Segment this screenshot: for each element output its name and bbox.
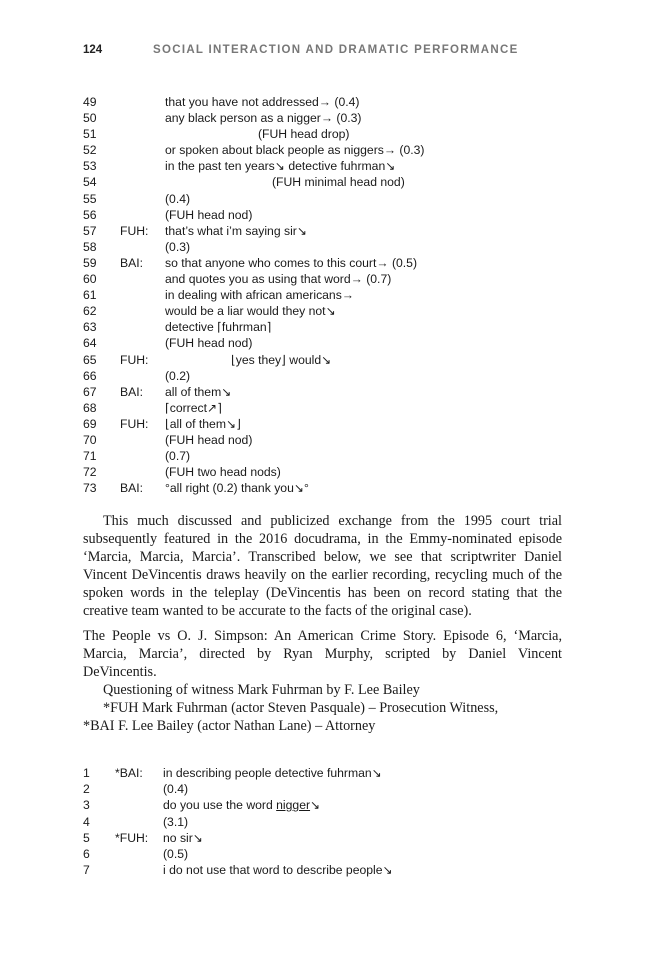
utterance-text: no sir↘	[163, 830, 204, 845]
utterance: that you have not addressed→ (0.4)	[165, 95, 360, 109]
utterance-text: (0.4)	[163, 782, 189, 797]
utterance: in dealing with african americans→	[165, 288, 354, 303]
utterance: ⌊all of them↘⌋	[165, 416, 241, 431]
line-number: 51	[83, 127, 97, 142]
utterance: (0.3)	[165, 239, 191, 254]
running-header	[83, 44, 563, 64]
utterance-intonation: ↘	[310, 798, 321, 813]
transcript-line	[83, 223, 583, 239]
utterance: (FUH head nod)	[165, 432, 253, 447]
line-number: 7	[83, 863, 90, 878]
utterance: in the past ten years↘ detective fuhrman↘	[165, 159, 396, 174]
line-number: 6	[83, 846, 90, 861]
transcript-line	[83, 368, 583, 384]
transcript-line	[83, 239, 583, 255]
utterance: (FUH minimal head nod)	[272, 175, 405, 190]
transcript-line	[83, 830, 583, 846]
line-number: 52	[83, 143, 97, 158]
speaker-label: *BAI:	[115, 766, 143, 780]
transcript-line	[83, 464, 583, 480]
source-citation: The People vs O. J. Simpson: An American Crime Story. Episode 6, ‘Marcia, Marcia, Marcia’, directed by Ryan Murphy, scripted by Daniel Vincent DeVincentis.	[83, 628, 562, 681]
transcript-line	[83, 191, 583, 207]
line-number: 50	[83, 111, 97, 126]
line-number: 66	[83, 368, 97, 383]
line-number: 68	[83, 400, 97, 415]
utterance: °all right (0.2) thank you↘°	[165, 481, 309, 496]
transcript-line	[83, 319, 583, 335]
utterance: and quotes you as using that word→ (0.7)	[165, 272, 392, 287]
line-number: 1	[83, 766, 90, 780]
cast-line-bai: *BAI F. Lee Bailey (actor Nathan Lane) – Attorney	[83, 717, 376, 734]
transcript-line	[83, 846, 583, 862]
utterance: (FUH head nod)	[165, 336, 253, 351]
transcript-line	[83, 797, 583, 813]
utterance	[163, 781, 188, 797]
line-number: 69	[83, 416, 97, 431]
line-number: 3	[83, 798, 90, 813]
line-number: 56	[83, 207, 97, 222]
speaker-label: FUH:	[120, 352, 149, 367]
transcript-line	[83, 814, 583, 830]
speaker-label: FUH:	[120, 223, 149, 238]
utterance-text: in describing people detective fuhrman↘	[163, 766, 382, 780]
utterance: any black person as a nigger→ (0.3)	[165, 111, 362, 126]
utterance: would be a liar would they not↘	[165, 304, 336, 319]
line-number: 57	[83, 223, 97, 238]
transcript-line	[83, 862, 583, 878]
transcript-line	[83, 271, 583, 287]
utterance	[163, 765, 382, 781]
transcript-line	[83, 94, 583, 110]
line-number: 64	[83, 336, 97, 351]
questioning-heading: Questioning of witness Mark Fuhrman by F. Lee Bailey	[103, 682, 420, 699]
speaker-label: FUH:	[120, 416, 149, 431]
utterance	[163, 797, 320, 813]
utterance	[163, 814, 188, 830]
running-title: SOCIAL INTERACTION AND DRAMATIC PERFORMANCE	[153, 44, 519, 56]
line-number: 2	[83, 782, 90, 797]
utterance: (0.7)	[165, 449, 191, 464]
speaker-label: BAI:	[120, 481, 144, 496]
utterance: ⌈correct↗⌉	[165, 400, 222, 415]
line-number: 63	[83, 320, 97, 335]
transcript-line	[83, 765, 583, 781]
transcript-line	[83, 303, 583, 319]
line-number: 72	[83, 465, 97, 480]
line-number: 73	[83, 481, 97, 496]
transcript-line	[83, 207, 583, 223]
transcript-line	[83, 480, 583, 496]
transcript-excerpt-trial	[83, 94, 583, 496]
line-number: 53	[83, 159, 97, 174]
line-number: 67	[83, 384, 97, 399]
transcript-line	[83, 126, 583, 142]
utterance: or spoken about black people as niggers→ (0.3)	[165, 143, 425, 158]
transcript-line	[83, 142, 583, 158]
transcript-line	[83, 255, 583, 271]
utterance-text: i do not use that word to describe people↘	[163, 863, 393, 878]
transcript-line	[83, 400, 583, 416]
transcript-line	[83, 352, 583, 368]
line-number: 55	[83, 191, 97, 206]
paragraph-docudrama: This much discussed and publicized exchange from the 1995 court trial subsequently featured in the 2016 docudrama, in the Emmy-nominated episode ‘Marcia, Marcia, Marcia’. Transcribed below, we see that scriptwriter Daniel Vincent DeVincentis draws heavily on the earlier recording, recycling much of the spoken words in the teleplay (DeVincentis has been on record stating that the creative team wanted to be accurate to the facts of the original case).	[83, 513, 562, 619]
utterance	[163, 846, 188, 862]
transcript-line	[83, 448, 583, 464]
body-text	[83, 513, 562, 736]
line-number: 71	[83, 449, 97, 464]
utterance: detective ⌈fuhrman⌉	[165, 320, 272, 335]
line-number: 62	[83, 304, 97, 319]
line-number: 4	[83, 814, 90, 829]
utterance-text: (0.5)	[163, 846, 189, 861]
utterance-text: (3.1)	[163, 814, 189, 829]
utterance: (0.2)	[165, 368, 191, 383]
transcript-line	[83, 158, 583, 174]
line-number: 60	[83, 272, 97, 287]
transcript-line	[83, 384, 583, 400]
page-number: 124	[83, 44, 103, 56]
transcript-line	[83, 781, 583, 797]
utterance: (FUH head nod)	[165, 207, 253, 222]
line-number: 58	[83, 239, 97, 254]
transcript-line	[83, 335, 583, 351]
line-number: 70	[83, 432, 97, 447]
line-number: 61	[83, 288, 97, 303]
line-number: 59	[83, 255, 97, 270]
utterance: (FUH head drop)	[258, 127, 350, 142]
transcript-line	[83, 416, 583, 432]
line-number: 49	[83, 95, 97, 109]
utterance: that’s what i’m saying sir↘	[165, 223, 308, 238]
emphasized-word: nigger	[276, 798, 311, 813]
line-number: 5	[83, 830, 90, 845]
speaker-label: *FUH:	[115, 830, 149, 845]
utterance: (0.4)	[165, 191, 191, 206]
utterance: ⌊yes they⌋ would↘	[231, 352, 332, 367]
transcript-line	[83, 432, 583, 448]
line-number: 65	[83, 352, 97, 367]
cast-line-fuh: *FUH Mark Fuhrman (actor Steven Pasquale) – Prosecution Witness,	[103, 700, 499, 717]
speaker-label: BAI:	[120, 255, 144, 270]
line-number: 54	[83, 175, 97, 190]
utterance: (FUH two head nods)	[165, 465, 281, 480]
utterance: so that anyone who comes to this court→ (0.5)	[165, 255, 417, 270]
transcript-line	[83, 174, 583, 190]
utterance-text: do you use the word	[163, 798, 277, 813]
speaker-label: BAI:	[120, 384, 144, 399]
transcript-excerpt-docudrama	[83, 765, 583, 878]
transcript-line	[83, 287, 583, 303]
utterance: all of them↘	[165, 384, 232, 399]
transcript-line	[83, 110, 583, 126]
utterance	[163, 862, 393, 878]
utterance	[163, 830, 203, 846]
